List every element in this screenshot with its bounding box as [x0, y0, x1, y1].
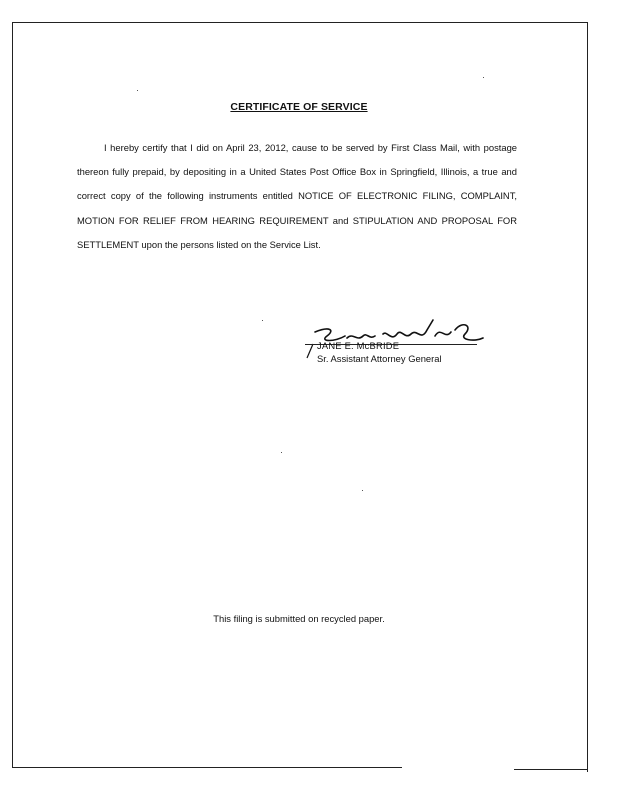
- scan-speck: [262, 320, 263, 321]
- page-border-top: [12, 22, 587, 23]
- certification-paragraph: [77, 136, 517, 257]
- document-title: CERTIFICATE OF SERVICE: [230, 101, 368, 113]
- page-border-right: [587, 22, 588, 772]
- scan-speck: [483, 77, 484, 78]
- page-border-bottom: [12, 767, 402, 768]
- certification-text: I hereby certify that I did on April 23, 2012, cause to be served by First Class Mail, with postage thereon fully prepaid, by depositing in a United States Post Office Box in Springfield, Illinois, a true and correct copy of the following instruments entitled NOTICE OF ELECTRONIC FILING, COMPLAINT, MOTION FOR RELIEF FROM HEARING REQUIREMENT and STIPULATION AND PROPOSAL FOR SETTLEMENT upon the persons listed on the Service List.: [77, 142, 517, 250]
- scan-speck: [281, 452, 282, 453]
- scan-speck: [137, 90, 138, 91]
- recycled-paper-note: This filing is submitted on recycled paper.: [213, 613, 385, 624]
- scan-speck: [362, 490, 363, 491]
- signer-name: JANE E. McBRIDE: [317, 340, 400, 351]
- signer-title: Sr. Assistant Attorney General: [317, 353, 442, 364]
- page-border-bottom-right: [514, 769, 588, 770]
- page-border-left: [12, 22, 13, 767]
